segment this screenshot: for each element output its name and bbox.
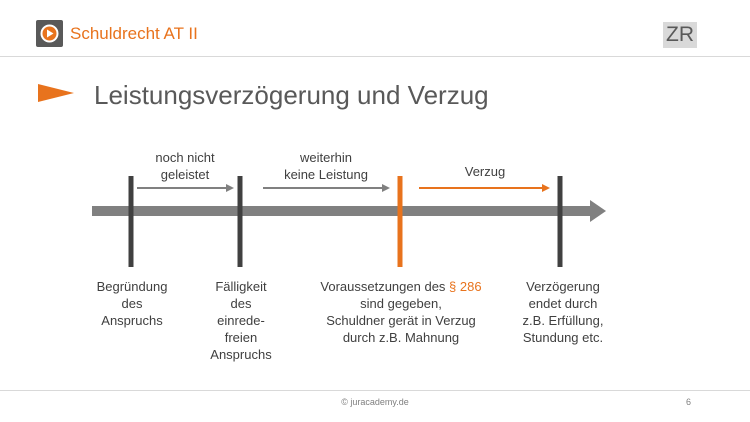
milestone-label-line: Schuldner gerät in Verzug <box>326 313 476 328</box>
milestone-label-line: Begründung <box>96 279 168 294</box>
milestone-label-line: Voraussetzungen des § 286 <box>320 279 482 294</box>
milestone-label-line: Verzögerung <box>526 279 600 294</box>
milestone-marker-verzug <box>398 176 403 267</box>
milestone-marker <box>558 176 563 267</box>
milestone-label-line: einrede- <box>217 313 265 328</box>
footer-copyright: © juracademy.de <box>341 397 409 407</box>
segment-arrow <box>263 184 390 192</box>
paragraph-reference-link: § 286 <box>449 279 482 294</box>
segment-label-line: keine Leistung <box>284 167 368 182</box>
milestone-label-verzug <box>314 278 488 346</box>
segment-label-verzug <box>445 163 525 180</box>
milestone-label-line: z.B. Erfüllung, <box>522 313 604 328</box>
milestone-label-line: Anspruchs <box>210 347 272 362</box>
milestone-label <box>86 278 178 329</box>
milestone-marker <box>129 176 134 267</box>
segment-arrow-verzug <box>419 184 550 192</box>
segment-label-line: weiterhin <box>299 150 353 165</box>
segment-label-line: Verzug <box>464 164 506 179</box>
milestone-label-line: Fälligkeit <box>215 279 267 294</box>
milestone-label-line: endet durch <box>528 296 598 311</box>
milestone-label <box>196 278 286 363</box>
footer-divider <box>0 390 750 391</box>
milestone-label-line: des <box>230 296 252 311</box>
milestone-marker <box>238 176 243 267</box>
timeline-arrowhead <box>590 200 606 222</box>
milestone-label-line: des <box>121 296 143 311</box>
course-title: Schuldrecht AT II <box>70 24 198 43</box>
subject-tag: ZR <box>663 22 697 48</box>
segment-label-line: noch nicht <box>155 150 215 165</box>
milestone-label-line: freien <box>224 330 258 345</box>
milestone-label-line: durch z.B. Mahnung <box>342 330 460 345</box>
milestone-label-line: sind gegeben, <box>360 296 442 311</box>
slide-title: Leistungsverzögerung und Verzug <box>94 80 489 110</box>
segment-label <box>145 149 225 183</box>
segment-label-line: geleistet <box>160 167 210 182</box>
milestone-label-line: Anspruchs <box>101 313 163 328</box>
segment-label <box>276 149 376 183</box>
milestone-label-line: Stundung etc. <box>522 330 604 345</box>
segment-arrow <box>137 184 234 192</box>
page-number: 6 <box>686 397 692 407</box>
timeline-bar <box>92 206 592 216</box>
milestone-label <box>508 278 618 346</box>
